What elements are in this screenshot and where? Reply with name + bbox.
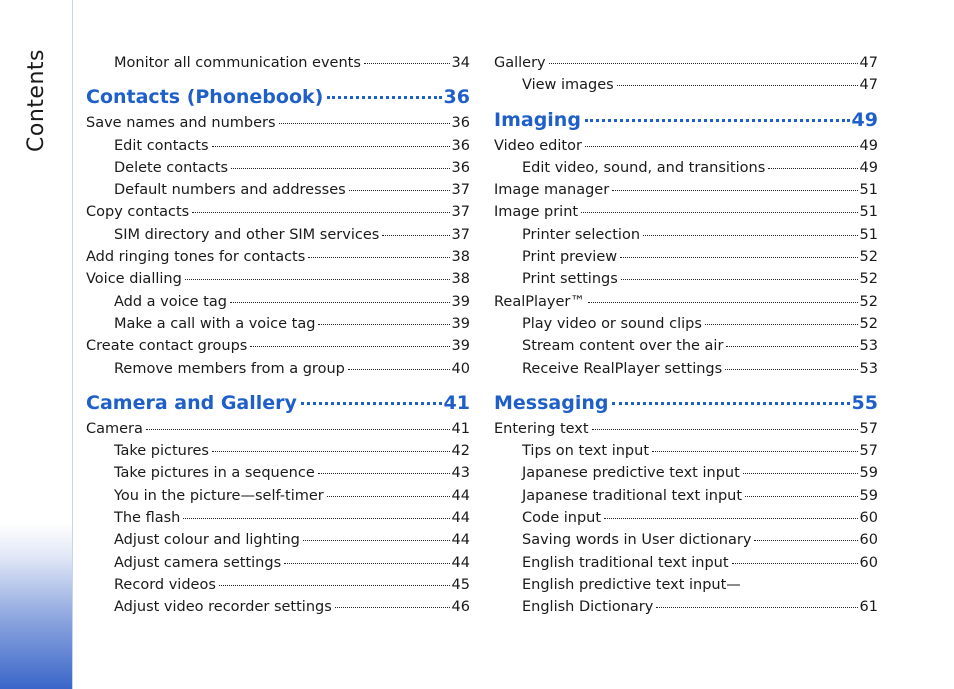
toc-subentry[interactable] [494,507,878,529]
toc-subentry[interactable] [494,313,878,335]
toc-column-left [86,52,470,619]
toc-page-number: 55 [851,391,878,414]
toc-page-number: 53 [859,338,878,355]
toc-subentry[interactable] [494,224,878,246]
toc-entry-title: Entering text [494,420,589,437]
dot-leader [284,563,449,564]
dot-leader [617,85,858,86]
toc-page-number: 44 [451,487,470,504]
dot-leader [726,346,857,347]
toc-subentry[interactable] [86,440,470,462]
toc-page-number: 59 [859,487,878,504]
toc-subentry[interactable] [494,552,878,574]
toc-entry-title: Camera [86,420,143,437]
dot-leader [620,257,857,258]
dot-leader [612,402,849,405]
toc-page-number: 38 [451,271,470,288]
toc-page-number: 37 [451,182,470,199]
toc-entry-title: You in the picture—self-timer [114,487,324,504]
toc-page-number: 52 [859,293,878,310]
toc-entry-title: Adjust camera settings [114,554,282,571]
toc-entry-title: Edit video, sound, and transitions [522,159,766,176]
toc-page-number: 52 [859,315,878,332]
toc-subentry[interactable] [494,157,878,179]
dot-leader [725,369,857,370]
toc-entry-title: RealPlayer™ [494,293,585,310]
toc-entry-title: Save names and numbers [86,115,276,132]
toc-subentry[interactable] [494,529,878,551]
toc-page-number: 52 [859,249,878,266]
dot-leader [364,63,450,64]
toc-entry-title: Take pictures [114,443,209,460]
toc-subentry[interactable] [494,462,878,484]
toc-entry-title: Remove members from a group [114,360,345,377]
dot-leader [327,96,441,99]
sidebar [0,0,73,689]
dot-leader [327,496,450,497]
toc-entry-title: Adjust colour and lighting [114,532,300,549]
toc-subentry[interactable] [86,52,470,74]
toc-subentry[interactable] [86,529,470,551]
toc-page-number: 60 [859,532,878,549]
toc-page-number: 49 [859,159,878,176]
toc-page-number: 52 [859,271,878,288]
toc-entry-title: Copy contacts [86,204,190,221]
toc-page-number: 36 [451,137,470,154]
toc-page-number: 44 [451,510,470,527]
toc-entry-title: Contacts (Phonebook) [86,86,324,109]
toc-subentry[interactable] [86,552,470,574]
toc-entry-title: Default numbers and addresses [114,182,346,199]
toc-entry-title: Edit contacts [114,137,209,154]
toc-entry-title: Take pictures in a sequence [114,465,315,482]
toc-entry-title: SIM directory and other SIM services [114,226,380,243]
toc-entry[interactable] [494,201,878,223]
toc-subentry[interactable] [86,462,470,484]
toc-entry-title: Add ringing tones for contacts [86,249,306,266]
dot-leader [279,123,450,124]
dot-leader [318,473,450,474]
toc-section-heading[interactable] [86,391,470,415]
toc-page-number: 46 [451,599,470,616]
toc-page-number: 60 [859,510,878,527]
toc-page-number: 49 [859,137,878,154]
toc-entry[interactable] [494,52,878,74]
dot-leader [743,473,858,474]
toc-page-number: 57 [859,420,878,437]
toc-page-number: 59 [859,465,878,482]
toc-page-number: 39 [451,293,470,310]
toc-page-number: 60 [859,554,878,571]
dot-leader [754,540,857,541]
toc-subentry[interactable] [86,157,470,179]
toc-subentry[interactable] [494,358,878,380]
toc-page-number: 51 [859,226,878,243]
dot-leader [585,146,858,147]
toc-page-number: 51 [859,204,878,221]
toc-subentry[interactable] [86,179,470,201]
toc-page-number: 42 [451,443,470,460]
toc-entry-title: Adjust video recorder settings [114,599,332,616]
dot-leader [212,451,450,452]
toc-section-heading[interactable] [86,85,470,109]
toc-entry[interactable] [494,291,878,313]
toc-entry-title: Receive RealPlayer settings [522,360,723,377]
dot-leader [308,257,449,258]
toc-entry-title: Image manager [494,182,610,199]
dot-leader [250,346,449,347]
toc-entry-title: Delete contacts [114,159,229,176]
dot-leader [585,119,850,122]
toc-entry[interactable] [86,201,470,223]
toc-entry-title: Tips on text input [522,443,650,460]
dot-leader [146,429,450,430]
dot-leader [303,540,450,541]
toc-page-number: 53 [859,360,878,377]
toc-entry[interactable] [86,335,470,357]
toc-entry-title: Video editor [494,137,582,154]
dot-leader [621,279,858,280]
toc-subentry[interactable] [86,313,470,335]
toc-entry-text: English predictive text input— [522,576,741,593]
toc-entry-title: Japanese predictive text input [522,465,740,482]
dot-leader [318,324,449,325]
toc-entry[interactable] [86,418,470,440]
toc-page-number: 45 [451,576,470,593]
toc-page-number: 44 [451,554,470,571]
toc-entry[interactable] [86,268,470,290]
dot-leader [612,190,857,191]
toc-page-number: 43 [451,465,470,482]
toc-page-number: 44 [451,532,470,549]
toc-entry-title: Image print [494,204,579,221]
toc-entry-title: English Dictionary [522,599,654,616]
toc-subentry[interactable] [494,268,878,290]
toc-entry-title: The flash [114,510,181,527]
toc-subentry[interactable] [86,224,470,246]
toc-entry-title: Add a voice tag [114,293,227,310]
toc-page-number: 39 [451,338,470,355]
dot-leader [348,369,450,370]
toc-entry-title: Camera and Gallery [86,391,297,414]
toc-entry[interactable] [86,246,470,268]
toc-entry[interactable] [494,135,878,157]
toc-column-right [494,52,878,619]
toc-entry-title: Create contact groups [86,338,248,355]
toc-entry-title: Make a call with a voice tag [114,315,316,332]
toc-subentry[interactable] [494,246,878,268]
toc-page-number: 47 [859,77,878,94]
dot-leader [183,518,449,519]
toc-entry-title: Imaging [494,108,581,131]
dot-leader [705,324,858,325]
toc-entry-title: Stream content over the air [522,338,724,355]
sidebar-title: Contents [23,48,49,152]
dot-leader [382,235,449,236]
dot-leader [335,607,450,608]
toc-page-number: 36 [451,159,470,176]
dot-leader [581,212,857,213]
toc-subentry[interactable] [86,135,470,157]
dot-leader [768,168,857,169]
toc-page-number: 34 [451,55,470,71]
toc-page-number: 36 [451,115,470,132]
dot-leader [732,563,858,564]
toc-page-number: 39 [451,315,470,332]
toc-entry-title: Printer selection [522,226,641,243]
toc-subentry[interactable] [86,291,470,313]
toc-entry-title: Gallery [494,55,546,71]
dot-leader [230,302,450,303]
toc-entry-title: View images [522,77,614,94]
toc-entry-title: Print settings [522,271,618,288]
toc-page-number: 41 [443,391,470,414]
dot-leader [301,402,442,405]
toc-subentry[interactable] [86,507,470,529]
toc-entry-title: Voice dialling [86,271,182,288]
toc-page-number: 37 [451,204,470,221]
dot-leader [604,518,858,519]
toc-page-number: 57 [859,443,878,460]
dot-leader [185,279,450,280]
dot-leader [349,190,450,191]
toc-subentry[interactable] [86,574,470,596]
toc-entry-title: Print preview [522,249,618,266]
dot-leader [652,451,858,452]
dot-leader [592,429,858,430]
sidebar-title-wrapper [16,48,56,152]
toc-entry[interactable] [494,418,878,440]
dot-leader [588,302,858,303]
dot-leader [549,63,858,64]
toc-entry-title: Play video or sound clips [522,315,702,332]
toc-subentry[interactable] [494,485,878,507]
toc-page-number: 61 [859,599,878,616]
toc-subentry[interactable] [494,74,878,96]
toc-entry-title: Saving words in User dictionary [522,532,752,549]
toc-page-number: 38 [451,249,470,266]
dot-leader [231,168,449,169]
toc-entry-title: Messaging [494,391,609,414]
toc-subentry[interactable] [86,358,470,380]
toc-entry-title: Code input [522,510,602,527]
toc-page-number: 40 [451,360,470,377]
toc-entry[interactable] [494,179,878,201]
toc-page-number: 47 [859,55,878,71]
toc-entry-title: Monitor all communication events [114,55,361,71]
toc-subentry[interactable] [86,485,470,507]
dot-leader [643,235,858,236]
dot-leader [192,212,449,213]
toc-entry[interactable] [86,112,470,134]
toc-section-heading[interactable] [494,108,878,132]
dot-leader [219,585,450,586]
toc-page-number: 49 [851,108,878,131]
toc-page-number: 37 [451,226,470,243]
dot-leader [745,496,858,497]
dot-leader [212,146,450,147]
toc-entry-title: Japanese traditional text input [522,487,743,504]
toc-subentry[interactable] [86,596,470,618]
toc-entry-title: Record videos [114,576,216,593]
toc-section-heading[interactable] [494,391,878,415]
toc-page-number: 36 [443,86,470,109]
dot-leader [656,607,857,608]
toc-subentry[interactable] [494,335,878,357]
toc-page-number: 51 [859,182,878,199]
toc-entry-title: English traditional text input [522,554,729,571]
toc-subentry[interactable] [494,596,878,618]
toc-page-number: 41 [451,420,470,437]
toc-subentry[interactable] [494,440,878,462]
